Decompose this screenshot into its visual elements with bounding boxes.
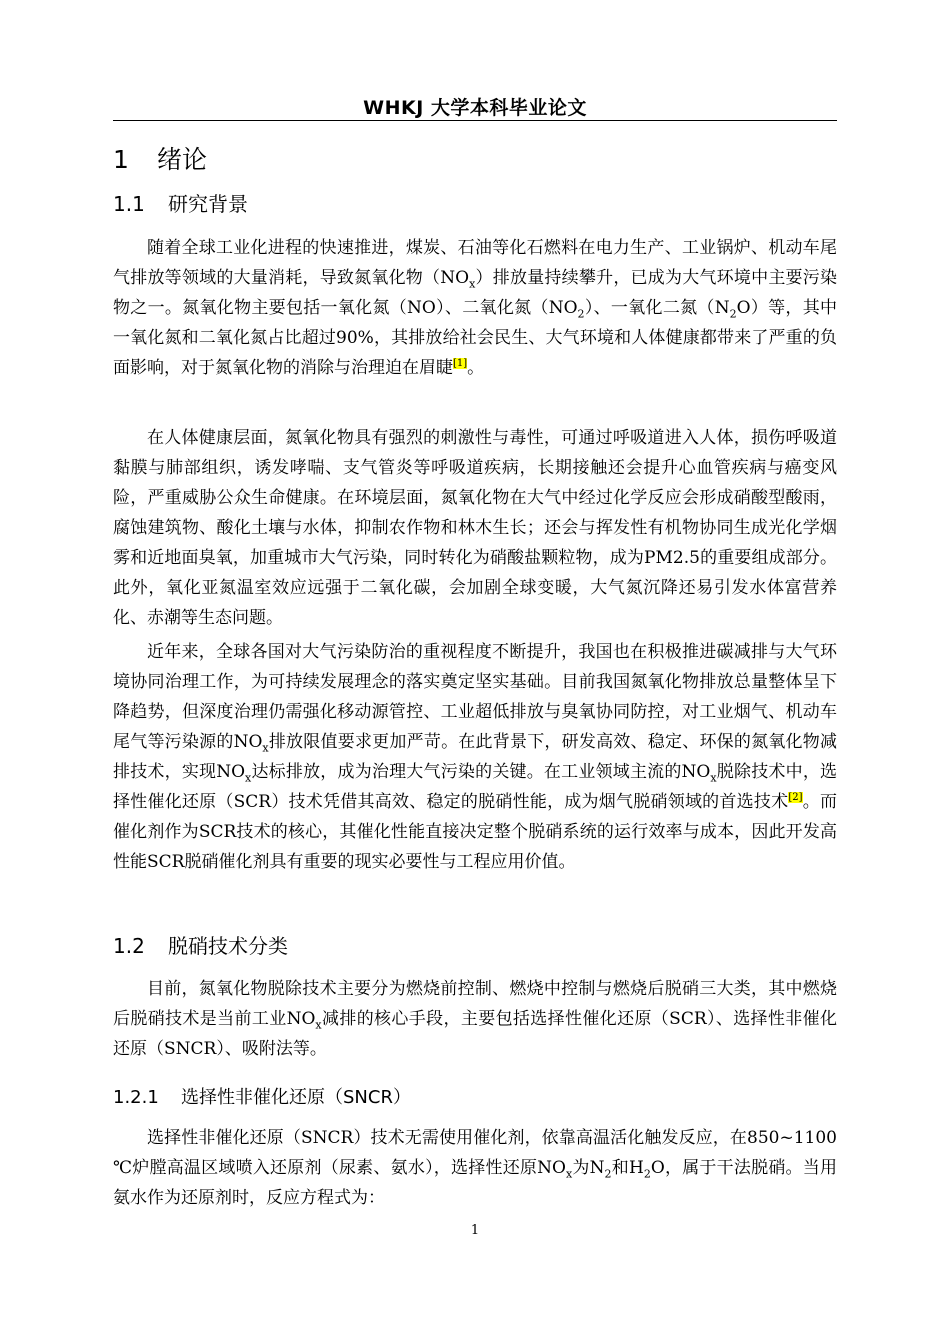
paragraph-5: [113, 1123, 837, 1213]
subscript: 2: [643, 1167, 651, 1181]
page-header: [113, 93, 837, 121]
subscript: x: [315, 1018, 322, 1032]
text-run: 在人体健康层面，氮氧化物具有强烈的刺激性与毒性，可通过呼吸道进入人体，损伤呼吸道黏膜与肺部组织，诱发哮喘、支气管炎等呼吸道疾病，长期接触还会提升心血管疾病与癌变风险，严重威胁公众生命健康。在环境层面，氮氧化物在大气中经过化学反应会形成硝酸型酸雨，腐蚀建筑物、酸化土壤与水体，抑制农作物和林木生长；还会与挥发性有机物协同生成光化学烟雾和近地面臭氧，加重城市大气污染，同时转化为硝酸盐颗粒物，成为PM2.5的重要组成部分。此外，氧化亚氮温室效应远强于二氧化碳，会加剧全球变暖，大气氮沉降还易引发水体富营养化、赤潮等生态问题。: [113, 428, 837, 628]
paragraph-2: [113, 423, 837, 633]
text-run: 目前，氮氧化物脱除技术主要分为燃烧前控制、燃烧中控制与燃烧后脱硝三大类，其中燃烧后脱硝技术是当前工业NO: [113, 979, 837, 1029]
text-run: 随着全球工业化进程的快速推进，煤炭、石油等化石燃料在电力生产、工业锅炉、机动车尾气排放等领域的大量消耗，导致氮氧化物（NO: [113, 238, 837, 288]
chapter-heading: [113, 140, 207, 176]
section-heading-1-2: [113, 930, 288, 959]
section-title: 研究背景: [168, 192, 248, 216]
subscript: x: [469, 277, 476, 291]
section-title: 脱硝技术分类: [168, 934, 288, 958]
text-run: 达标排放，成为治理大气污染的关键。在工业领域主流的NO: [251, 762, 711, 782]
text-run: O，属于干法脱硝。当用氨水作为还原剂时，反应方程式为：: [113, 1158, 838, 1208]
subsection-title: 选择性非催化还原（SNCR）: [181, 1087, 411, 1108]
subscript: 2: [604, 1167, 612, 1181]
paragraph-1: [113, 233, 837, 383]
subscript: x: [262, 741, 269, 755]
text-run: ）、一氧化二氮（N: [584, 298, 730, 318]
header-title: WHKJ 大学本科毕业论文: [363, 97, 587, 119]
subsection-heading-1-2-1: [113, 1083, 411, 1109]
citation-marker: [2]: [788, 792, 803, 804]
subscript: 2: [729, 307, 737, 321]
subsection-number: 1.2.1: [113, 1087, 159, 1108]
text-run: O）等，其中一氧化氮和二氧化氮占比超过90%，其排放给社会民生、大气环境和人体健康都带来了严重的负面影响，对于氮氧化物的消除与治理迫在眉睫: [113, 298, 838, 378]
subscript: x: [710, 771, 717, 785]
section-number: 1.1: [113, 192, 145, 216]
text-run: 排放限值要求更加严苛。在此背景下，研发高效、稳定、环保的氮氧化物减排技术，实现NO: [113, 732, 838, 782]
text-run: 脱除技术中，选择性催化还原（SCR）技术凭借其高效、稳定的脱硝性能，成为烟气脱硝领域的首选技术: [113, 762, 838, 812]
text-run: 。: [467, 358, 485, 378]
subscript: x: [245, 771, 252, 785]
section-number: 1.2: [113, 934, 145, 958]
section-heading-1-1: [113, 188, 248, 217]
paragraph-3: [113, 637, 837, 877]
text-run: 近年来，全球各国对大气污染防治的重视程度不断提升，我国也在积极推进碳减排与大气环境协同治理工作，为可持续发展理念的落实奠定坚实基础。目前我国氮氧化物排放总量整体呈下降趋势，但深度治理仍需强化移动源管控、工业超低排放与臭氧协同防控，对工业烟气、机动车尾气等污染源的NO: [113, 642, 837, 752]
text-run: 为N: [572, 1158, 605, 1178]
subscript: x: [565, 1167, 573, 1181]
text-run: 和H: [611, 1158, 644, 1178]
text-run: ）排放量持续攀升，已成为大气环境中主要污染物之一。氮氧化物主要包括一氧化氮（NO）、二氧化氮（NO: [113, 268, 838, 318]
subscript: 2: [577, 307, 585, 321]
text-run: 减排的核心手段，主要包括选择性催化还原（SCR）、选择性非催化还原（SNCR）、吸附法等。: [113, 1009, 837, 1059]
text-run: 选择性非催化还原（SNCR）技术无需使用催化剂，依靠高温活化触发反应，在850~1100 ℃炉膛高温区域喷入还原剂（尿素、氨水），选择性还原NO: [113, 1128, 837, 1178]
paragraph-4: [113, 974, 837, 1064]
text-run: 。而催化剂作为SCR技术的核心，其催化性能直接决定整个脱硝系统的运行效率与成本，因此开发高性能SCR脱硝催化剂具有重要的现实必要性与工程应用价值。: [113, 792, 837, 872]
chapter-number: 1: [113, 145, 129, 174]
page-number: 1: [470, 1223, 480, 1238]
chapter-title: 绪论: [157, 145, 208, 174]
citation-marker: [1]: [453, 358, 468, 370]
